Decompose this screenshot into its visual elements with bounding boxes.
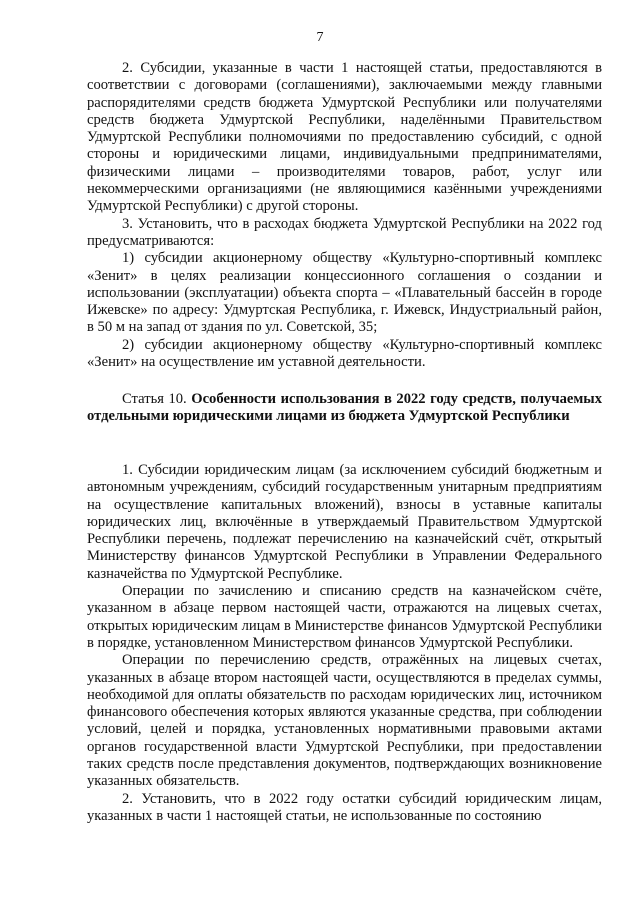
article-9-continuation	[87, 60, 602, 371]
paragraph: 1) субсидии акционерному обществу «Культурно-спортивный комплекс «Зенит» в целях реализации концессионного соглашения о создании и использовании (эксплуатации) объекта спорта – «Плавательный бассейн в городе Ижевске» по адресу: Удмуртская Республика, г. Ижевск, Индустриальный район, в 50 м на запад от здания по ул. Советской, 35;	[87, 250, 602, 336]
paragraph: Операции по зачислению и списанию средств на казначейском счёте, указанном в абзаце первом настоящей части, отражаются на лицевых счетах, открытых юридическим лицам в Министерстве финансов Удмуртской Республики в порядке, установленном Министерством финансов Удмуртской Республики.	[87, 583, 602, 651]
paragraph: 3. Установить, что в расходах бюджета Удмуртской Республики на 2022 год предусматриваются:	[87, 215, 602, 249]
article-heading	[87, 391, 602, 426]
article-title-text: Особенности использования в 2022 году средств, получаемых отдельными юридическими лицами из бюджета Удмуртской Республики	[87, 391, 602, 425]
article-label: Статья 10.	[122, 391, 187, 407]
paragraph: 2. Субсидии, указанные в части 1 настоящей статьи, предоставляются в соответствии с договорами (соглашениями), заключаемыми между главными распорядителями средств бюджета Удмуртской Республики или получателями средств бюджета Удмуртской Республики, наделёнными Правительством Удмуртской Республики полномочиями по предоставлению субсидий, с одной стороны и юридическими лицами, индивидуальными предпринимателями, физическими лицами – производителями товаров, работ, услуг или некоммерческими организациями (не являющимися казёнными учреждениями Удмуртской Республики) с другой стороны.	[87, 60, 602, 215]
page-number: 7	[316, 30, 324, 45]
paragraph: 2. Установить, что в 2022 году остатки субсидий юридическим лицам, указанных в части 1 настоящей статьи, не использованные по состоянию	[87, 790, 602, 824]
paragraph: 2) субсидии акционерному обществу «Культурно-спортивный комплекс «Зенит» на осуществление им уставной деятельности.	[87, 336, 602, 371]
paragraph: Операции по перечислению средств, отражённых на лицевых счетах, указанных в абзаце втором настоящей части, осуществляются в пределах суммы, необходимой для оплаты обязательств по расходам юридических лиц, источником финансового обеспечения которых являются указанные средства, при соблюдении условий, целей и порядка, установленных нормативными правовыми актами органов государственной власти Удмуртской Республики, при предоставлении таких средств после представления документов, подтверждающих возникновение указанных обязательств.	[87, 652, 602, 790]
article-10-body	[87, 462, 602, 825]
article-title	[87, 391, 602, 426]
paragraph: 1. Субсидии юридическим лицам (за исключением субсидий бюджетным и автономным учреждениям, субсидий государственным унитарным предприятиям на осуществление капитальных вложений), взносы в уставные капиталы юридических лиц, включённые в утверждаемый Правительством Удмуртской Республики перечень, подлежат перечислению на казначейский счёт, открытый Министерству финансов Удмуртской Республики в Управлении Федерального казначейства по Удмуртской Республике.	[87, 462, 602, 582]
